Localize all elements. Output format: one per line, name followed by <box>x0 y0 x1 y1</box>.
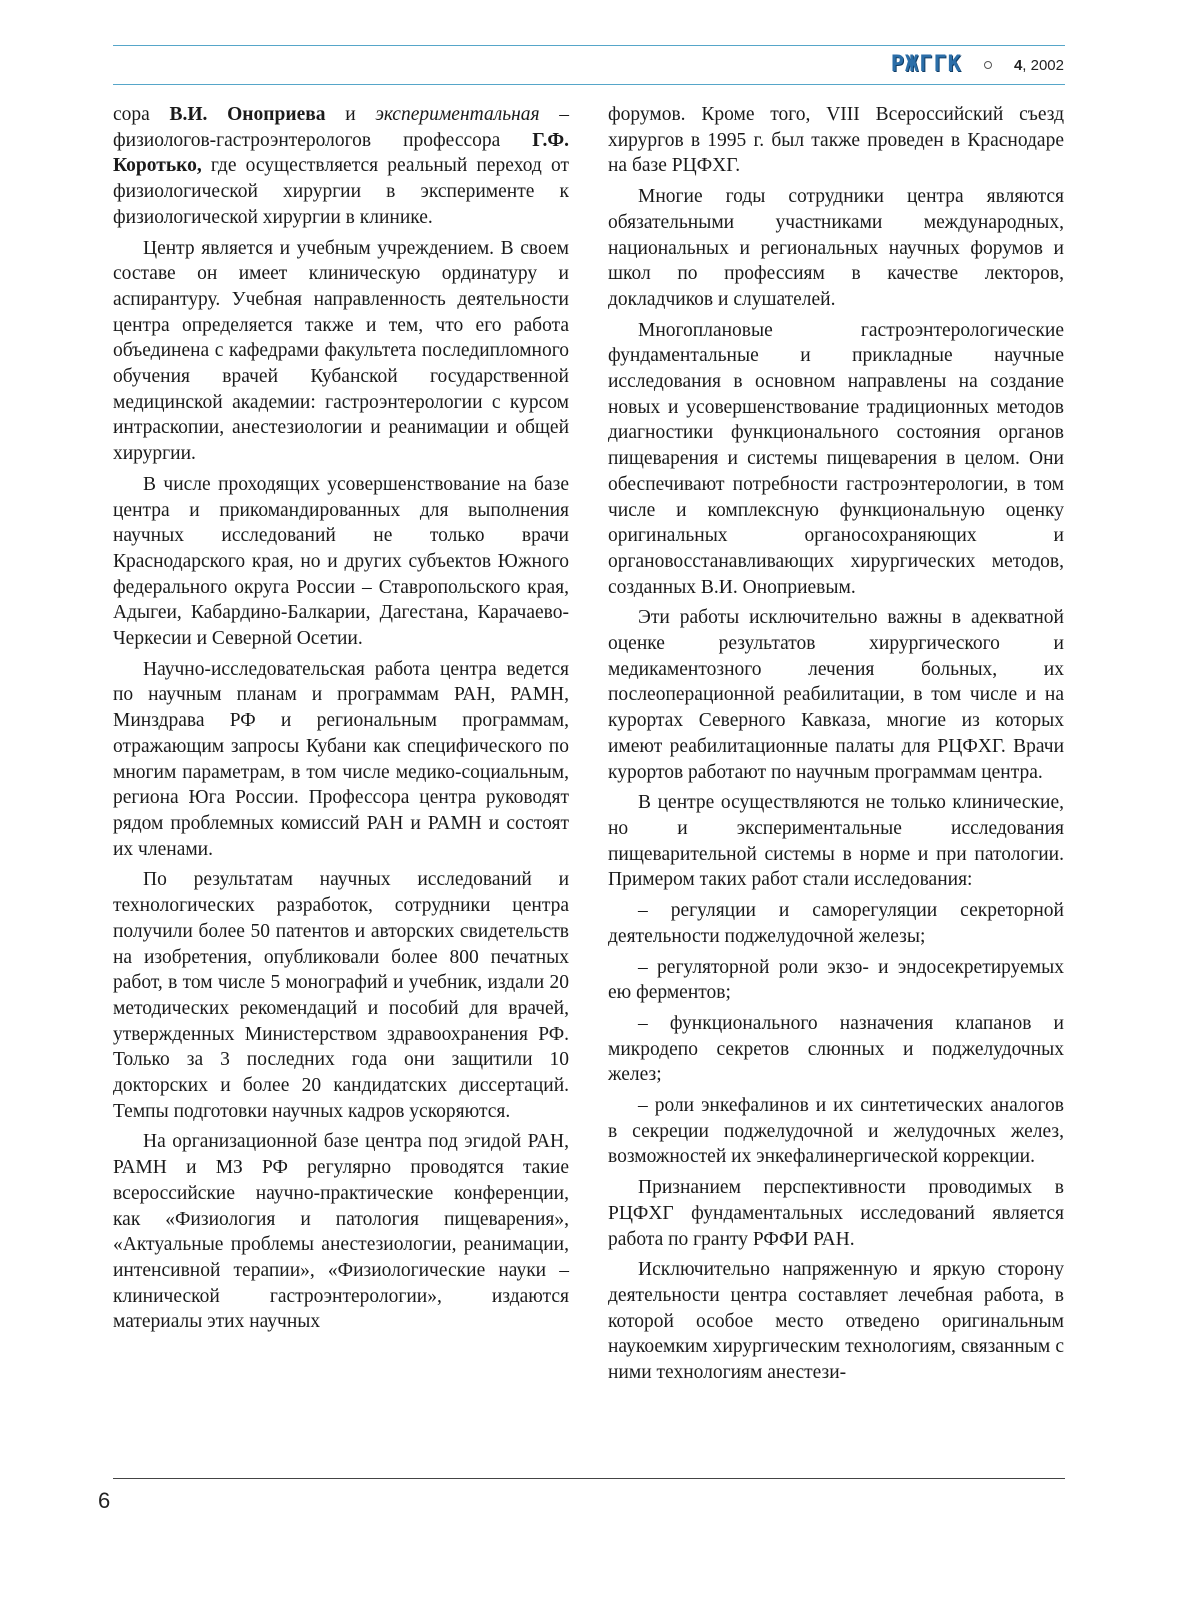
right-paragraph-4: Эти работы исключительно важны в адекватной оценке результатов хирургического и медикаментозного лечения больных, их послеоперационной реабилитации, в том числе и на курортах Северного Кавказа, многие из которых имеют реабилитационные палаты для РЦФХГ. Врачи курортов работают по научным программам центра. <box>608 607 1064 783</box>
list-item-2: – регуляторной роли экзо- и эндосекретируемых ею ферментов; <box>608 956 1064 1004</box>
right-paragraph-6: Признанием перспективности проводимых в РЦФХГ фундаментальных исследований является работа по гранту РФФИ РАН. <box>608 1177 1064 1250</box>
text-fragment: где осуществляется реальный переход от физиологической хирургии в эксперименте к физиологической хирургии в клинике. <box>113 155 569 228</box>
issue-year: 2002 <box>1030 56 1064 74</box>
issue-info <box>1014 57 1064 74</box>
issue-separator: , <box>1022 56 1027 74</box>
running-header <box>891 50 1064 80</box>
left-paragraph-5: По результатам научных исследований и технологических разработок, сотрудники центра получили более 50 патентов и авторских свидетельств на изобретения, опубликовали более 800 печатных работ, в том числе 5 монографий и учебник, издали 20 методических рекомендаций и пособий для врачей, утвержденных Министерством здравоохранения РФ. Только за 3 последних года они защитили 10 докторских и более 20 кандидатских диссертаций. Темпы подготовки научных кадров ускоряются. <box>113 869 569 1122</box>
text-fragment: сора <box>113 104 170 125</box>
left-paragraph-1 <box>113 102 569 231</box>
text-fragment: – физиологов-гастроэнтерологов профессора <box>113 104 570 151</box>
right-paragraph-3: Многоплановые гастроэнтерологические фундаментальные и прикладные научные исследования в основном направлены на создание новых и усовершенствование традиционных методов диагностики функционального состояния органов пищеварения и системы пищеварения в целом. Они обеспечивают потребности гастроэнтерологии, в том числе и комплексную функциональную оценку оригинальных органосохраняющих и органовосстанавливающих хирургических методов, созданных В.И. Оноприевым. <box>608 319 1064 598</box>
text-fragment: и <box>325 104 376 125</box>
footer-rule <box>113 1478 1065 1479</box>
left-paragraph-3: В числе проходящих усовершенствование на базе центра и прикомандированных для выполнения научных исследований не только врачи Краснодарского края, но и других субъектов Южного федерального округа России – Ставропольского края, Адыгеи, Кабардино-Балкарии, Дагестана, Карачаево-Черкесии и Северной Осетии. <box>113 473 569 650</box>
left-paragraph-6: На организационной базе центра под эгидой РАН, РАМН и МЗ РФ регулярно проводятся такие всероссийские научно-практические конференции, как «Физиология и патология пищеварения», «Актуальные проблемы анестезиологии, реанимации, интенсивной терапии», «Физиологические науки – клинической гастроэнтерологии», издаются материалы этих научных <box>113 1131 569 1333</box>
header-top-rule <box>113 45 1065 46</box>
right-paragraph-5: В центре осуществляются не только клинические, но и экспериментальные исследования пищеварительной системы в норме и при патологии. Примером таких работ стали исследования: <box>608 792 1064 891</box>
list-item-4: – роли энкефалинов и их синтетических аналогов в секреции поджелудочной и желудочных желез, возможностей их энкефалинергической коррекции. <box>608 1095 1064 1168</box>
issue-number: 4 <box>1013 56 1023 74</box>
header-bottom-rule <box>113 84 1065 85</box>
circle-separator-icon <box>984 61 992 69</box>
list-item-1: – регуляции и саморегуляции секреторной деятельности поджелудочной железы; <box>608 900 1064 947</box>
left-paragraph-2: Центр является и учебным учреждением. В своем составе он имеет клиническую ординатуру и аспирантуру. Учебная направленность деятельности центра определяется также и тем, что его работа объединена с кафедрами факультета последипломного обучения врачей Кубанской государственной медицинской академии: гастроэнтерологии с курсом интраскопии, анестезиологии и реанимации и общей хирургии. <box>113 237 569 465</box>
emphasis: экспериментальная <box>375 104 540 125</box>
left-column <box>113 102 569 1340</box>
right-paragraph-7: Исключительно напряженную и яркую сторону деятельности центра составляет лечебная работа, в которой особое место отведено оригинальным наукоемким хирургическим технологиям, связанным с ними технологиям анестези- <box>608 1259 1064 1384</box>
author-name: В.И. Оноприева <box>169 104 326 125</box>
right-column <box>608 102 1064 1391</box>
journal-logo: РЖГГК <box>890 52 962 77</box>
page-number: 6 <box>98 1488 111 1513</box>
list-item-3: – функционального назначения клапанов и микродепо секретов слюнных и поджелудочных желез; <box>608 1012 1064 1086</box>
author-name: Г.Ф. Коротько, <box>113 129 569 177</box>
right-paragraph-2: Многие годы сотрудники центра являются обязательными участниками международных, национальных и региональных научных форумов и школ по профессиям в качестве лекторов, докладчиков и слушателей. <box>608 186 1064 310</box>
right-paragraph-1: форумов. Кроме того, VIII Всероссийский съезд хирургов в 1995 г. был также проведен в Краснодаре на базе РЦФХГ. <box>608 104 1064 177</box>
left-paragraph-4: Научно-исследовательская работа центра ведется по научным планам и программам РАН, РАМН, Минздрава РФ и региональным программам, отражающим запросы Кубани как специфического по многим параметрам, в том числе медико-социальным, региона Юга России. Профессора центра руководят рядом проблемных комиссий РАН и РАМН и состоят их членами. <box>113 658 569 860</box>
